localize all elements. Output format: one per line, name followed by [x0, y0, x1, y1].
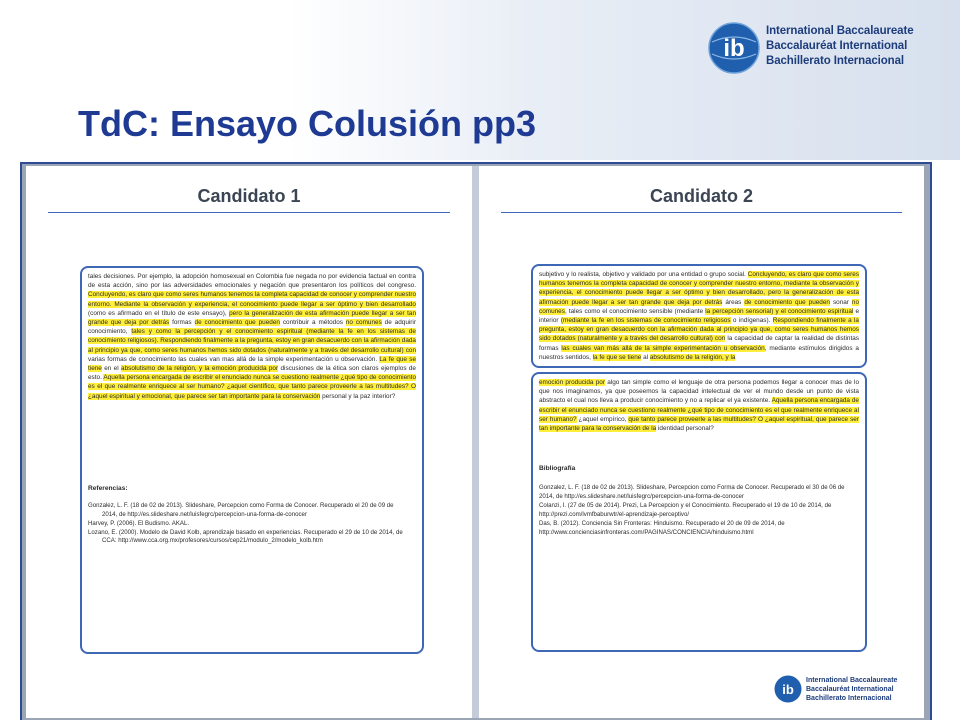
text-segment: en el	[101, 365, 122, 373]
text-segment: formas	[169, 319, 195, 327]
highlighted-text: no comunes	[345, 319, 382, 327]
essay-text	[539, 378, 859, 433]
logo-line-1: International Baccalaureate	[766, 25, 914, 37]
highlighted-text: de conocimiento que pueden	[744, 298, 830, 306]
highlighted-text: absolutismo de la religión, y la	[649, 353, 736, 361]
text-segment: ¿aquel empírico,	[576, 415, 629, 423]
highlighted-text: que tanto parece proveerle a las multitudes? O ¿aquel espiritual, que parece ser tan importante para la conservación de la	[539, 415, 859, 433]
ib-globe-icon	[774, 675, 802, 703]
text-segment: o indígenas).	[730, 317, 773, 325]
reference-line: Das, B. (2012). Conciencia Sin Fronteras: Hinduismo. Recuperado el 20 de 09 de 2014, de	[539, 519, 785, 527]
highlighted-text: Concluyendo, es claro que como seres humanos tenemos la completa capacidad de conocer y comprender nuestro entorno, mediante la observación y experiencia, el conocimiento puede llegar a ser óptimo y bien desarrollado, pero la generalización de esta afirmación puede llegar a ser tan grande que deja por detrás	[539, 271, 859, 306]
reference-line: Gonzalez, L. F. (18 de 02 de 2013). Slideshare, Percepcion como Forma de Conocer. Recuperado el 30 de 06 de	[539, 484, 845, 492]
text-segment: la capacidad de captar la realidad de distintas formas	[539, 335, 859, 352]
text-segment: varias formas de conocimiento las cuales van mas allá de la simple experimentación u observación.	[88, 355, 380, 363]
highlighted-text: (mediante la fe en los sistemas de conocimiento religiosos	[560, 317, 731, 325]
highlighted-text: tales y como la percepción y el conocimiento espiritual (mediante la fe en los sistemas de conocimiento religiosos). Respondiendo finalmente a la pregunta, estoy en gran desacuerdo con la afirmación dada al principio ya que, como seres humanos hemos sido dotados (naturalmente y a través del desarrollo cultural) con	[88, 328, 416, 354]
essay-box-candidato-2-bottom	[531, 372, 867, 652]
essay-box-candidato-1	[80, 266, 424, 654]
heading-rule	[501, 212, 902, 213]
highlighted-text: la fe que se tiene	[592, 353, 642, 361]
text-segment: áreas	[722, 298, 745, 306]
reference-line: Gonzalez, L. F. (18 de 02 de 2013). Slideshare, Percepcion como Forma de Conocer. Recuperado el 20 de 09 de	[88, 501, 394, 509]
bibliography-list	[539, 484, 859, 537]
highlighted-text: absolutismo de la religión, y la emoción producida por	[121, 365, 279, 373]
highlighted-text: la percepción sensorial) y el conocimiento espiritual	[705, 307, 854, 315]
reference-line: 2014, de http://es.slideshare.net/luisfegrc/percepcion-una-forma-de-conocer	[539, 493, 744, 501]
highlighted-text: las cuales van más allá de la simple experimentación u observación	[561, 344, 765, 352]
text-segment: tales decisiones. Por ejemplo, la adopción homosexual en Colombia fue negada no por evidencia factual en contra de esta acción, sino por las adversidades emocionales y negación que presentaron los políticos del congreso.	[88, 273, 416, 290]
reference-line: Harvey, P. (2006). El Budismo. AKAL.	[88, 519, 190, 527]
essay-text	[88, 272, 416, 401]
text-segment: al	[641, 353, 650, 361]
text-segment: discusiones de la ética son claros ejemplos de esto.	[88, 365, 416, 382]
heading-rule	[48, 212, 450, 213]
logo-line-3: Bachillerato Internacional	[766, 55, 904, 67]
references-title: Referencias:	[88, 484, 128, 492]
footer-logo-line-2: Baccalauréat International	[806, 686, 894, 693]
reference-line: Lozano, E. (2000). Modelo de David Kolb, aprendizaje basado en experiencias. Recuperado el 29 de 10 de 2014, de	[88, 528, 403, 536]
references-list	[88, 502, 416, 547]
highlighted-text: no comunes	[539, 298, 859, 315]
highlighted-text: de conocimiento que pueden	[194, 319, 280, 327]
reference-line: http://www.concienciasinfronteras.com/PAGINAS/CONCIENCIA/hinduismo.html	[539, 528, 754, 536]
text-segment: personal y la paz interior?	[320, 392, 396, 400]
highlighted-text: Respondiendo finalmente a la pregunta, estoy en gran desacuerdo con la afirmación dada al principio ya que, como seres humanos hemos sido dotados (naturalmente y a través del desarrollo cultural) con	[539, 317, 859, 343]
text-segment: identidad personal?	[656, 425, 714, 433]
candidate-1-heading: Candidato 1	[197, 186, 301, 206]
document-frame	[20, 162, 932, 720]
page-candidato-1	[26, 166, 472, 718]
page-candidato-2	[479, 166, 924, 718]
highlighted-text: pero la generalización de esta afirmación puede llegar a ser tan grande que deja por detrás	[88, 309, 416, 327]
highlighted-text: Concluyendo, es claro que como seres humanos tenemos la completa capacidad de conocer y comprender nuestro entorno. Mediante la observación y experiencia, el conocimiento puede llegar a ser óptimo y bien desarrollado	[88, 291, 416, 308]
text-segment: sonar	[829, 298, 852, 306]
reference-line: 2014, de http://es.slideshare.net/luisfegrc/percepcion-una-forma-de-conocer	[102, 510, 307, 518]
ib-logo	[708, 18, 948, 80]
highlighted-text: Aquella persona encargada de escribir el enunciado nunca se cuestiono realmente ¿qué tipo de conocimiento es el que realmente enriquece al ser humano? ¿aquel científico, que tanto parece proveerle a las multitudes? O ¿aquel espiritual y emocional, que parece ser tan importante para la conservación	[88, 374, 417, 400]
footer-logo-text	[806, 676, 897, 703]
highlighted-text: emoción producida por	[539, 379, 605, 386]
reference-line: Colanzi, I. (27 de 05 de 2014). Prezi, La Percepcion y el Conocimiento. Recuperado el 19 de 10 de 2014, de	[539, 502, 832, 510]
logo-mark-text: ib	[782, 682, 794, 697]
logo-line-2: Baccalauréat International	[766, 40, 908, 52]
text-segment: subjetivo y lo realista, objetivo y validado por una entidad o grupo social.	[539, 271, 748, 278]
highlighted-text: La fe que se tiene	[88, 355, 416, 373]
logo-text	[766, 24, 914, 69]
essay-text	[539, 270, 859, 362]
ib-footer-logo	[774, 672, 924, 706]
essay-box-candidato-2-top	[531, 264, 867, 368]
footer-logo-line-3: Bachillerato Internacional	[806, 695, 892, 702]
page-gutter	[472, 166, 479, 718]
text-segment: e interior	[539, 307, 859, 325]
bibliography-title: Bibliografía	[539, 465, 576, 473]
highlighted-text: Aquella persona encargada de escribir el enunciado nunca se cuestiono realmente ¿qué tipo de conocimiento es el que realmente enriquece al ser humano?	[539, 397, 859, 423]
ib-globe-icon	[708, 22, 760, 74]
reference-line: http://prezi.com/lvmfbaburwtr/el-aprendizaje-perceptivo/	[539, 510, 690, 518]
right-margin	[932, 162, 960, 720]
text-segment: contribuir a métodos	[279, 319, 346, 327]
footer-logo-line-1: International Baccalaureate	[806, 677, 898, 684]
text-segment: algo tan simple como el lenguaje de otra persona podemos llegar a conocer mas de lo que nos imaginamos, ya que poseemos la capacidad intelectual de ver el mundo desde un punto de vista abstracto el cual nos lleva a producir conocimiento y no a replicar el ya existente.	[539, 379, 860, 405]
logo-mark-text: ib	[723, 35, 745, 62]
reference-line: CCA: http://www.cca.org.mx/profesores/cursos/cep21/modulo_2/modelo_kolb.htm	[102, 537, 323, 545]
text-segment: (como es afirmado en el título de este ensayo),	[88, 309, 230, 317]
text-segment: de adquirir conocimiento,	[88, 319, 416, 336]
text-segment: , tales como el conocimiento sensible (mediante	[564, 307, 706, 315]
text-segment: , mediante estímulos dirigidos a nuestros sentidos,	[539, 344, 859, 361]
slide-title: TdC: Ensayo Colusión pp3	[78, 103, 537, 144]
candidate-2-heading: Candidato 2	[649, 186, 753, 206]
